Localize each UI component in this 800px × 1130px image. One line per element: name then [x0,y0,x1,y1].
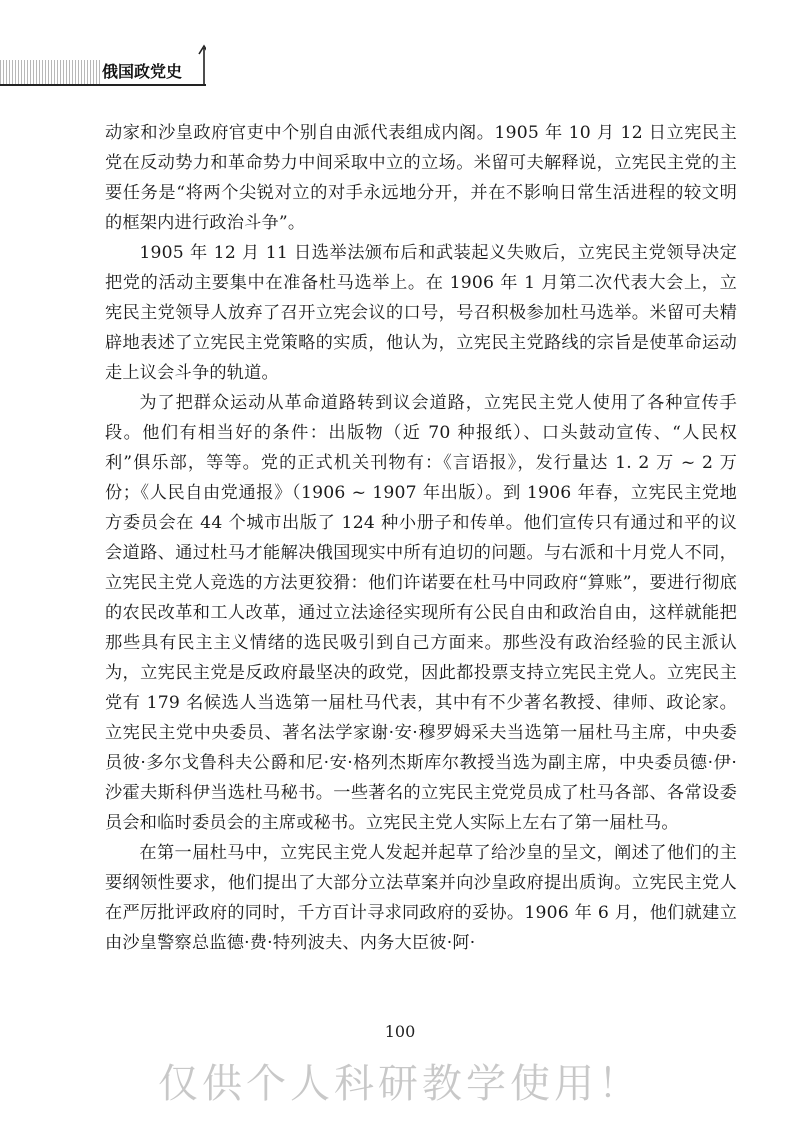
paragraph: 为了把群众运动从革命道路转到议会道路，立宪民主党人使用了各种宣传手段。他们有相当好的条件：出版物（近 70 种报纸）、口头鼓动宣传、“人民权利”俱乐部，等等。党的正式机关刊物有：《言语报》，发行量达 1. 2 万 ~ 2 万份；《人民自由党通报》（1906 ~ 1907 年出版）。到 1906 年春，立宪民主党地方委员会在 44 个城市出版了 124 种小册子和传单。他们宣传只有通过和平的议会道路、通过杜马才能解决俄国现实中所有迫切的问题。与右派和十月党人不同，立宪民主党人竞选的方法更狡猾：他们许诺要在杜马中同政府“算账”，要进行彻底的农民改革和工人改革，通过立法途径实现所有公民自由和政治自由，这样就能把那些具有民主主义情绪的选民吸引到自己方面来。那些没有政治经验的民主派认为，立宪民主党是反政府最坚决的政党，因此都投票支持立宪民主党人。立宪民主党有 179 名候选人当选第一届杜马代表，其中有不少著名教授、律师、政论家。立宪民主党中央委员、著名法学家谢·安·穆罗姆采夫当选第一届杜马主席，中央委员彼·多尔戈鲁科夫公爵和尼·安·格列杰斯库尔教授当选为副主席，中央委员德·伊·沙霍夫斯科伊当选杜马秘书。一些著名的立宪民主党党员成了杜马各部、各常设委员会和临时委员会的主席或秘书。立宪民主党人实际上左右了第一届杜马。 [105,393,737,833]
paragraph: 1905 年 12 月 11 日选举法颁布后和武装起义失败后，立宪民主党领导决定把党的活动主要集中在准备杜马选举上。在 1906 年 1 月第二次代表大会上，立宪民主党领导人放弃了召开立宪会议的口号，号召积极参加杜马选举。米留可夫精辟地表述了立宪民主党策略的实质，他认为，立宪民主党路线的宗旨是使革命运动走上议会斗争的轨道。 [105,243,737,383]
watermark: 仅供个人科研教学使用！ [158,1061,642,1107]
body-text [105,118,737,958]
paragraph-continued: 动家和沙皇政府官吏中个别自由派代表组成内阁。1905 年 10 月 12 日立宪民主党在反动势力和革命势力中间采取中立的立场。米留可夫解释说，立宪民主党的主要任务是“将两个尖锐对立的对手永远地分开，并在不影响日常生活进程的较文明的框架内进行政治斗争”。 [105,123,737,233]
running-header-title: 俄国政党史 [102,62,183,81]
paragraph: 在第一届杜马中，立宪民主党人发起并起草了给沙皇的呈文，阐述了他们的主要纲领性要求，他们提出了大部分立法草案并向沙皇政府提出质询。立宪民主党人在严厉批评政府的同时，千方百计寻求同政府的妥协。1906 年 6 月，他们就建立由沙皇警察总监德·费·特列波夫、内务大臣彼·阿· [105,843,737,953]
header-decorative-band [0,60,100,84]
header-rule [0,84,206,86]
page-number: 100 [384,1022,416,1041]
up-arrow-icon [190,44,206,86]
